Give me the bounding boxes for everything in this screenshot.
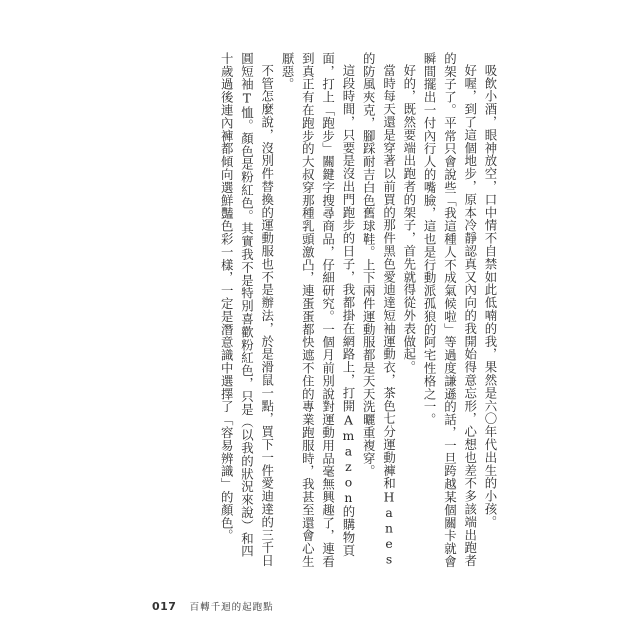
paragraph: 這段時間，只要是沒出門跑步的日子，我都掛在網路上，打開Amazon的購物頁面，打上「跑步」關鍵字搜尋商品，仔細研究。一個月前別說對運動用品毫無興趣了，連看到真正有在跑步的大叔穿那種乳頭激凸，連蛋蛋都快遮不住的專業跑服時，我甚至還會心生厭惡。	[280, 52, 356, 568]
running-title: 百轉千迴的起跑點	[189, 602, 274, 613]
paragraph: 好喔，到了這個地步，原本冷靜認真又內向的我開始得意忘形，心想也差不多該端出跑者的架子了。平常只會說些「我這種人不成氣候啦」等過度謙遜的話，一旦跨越某個關卡就會瞬間擺出一付內行人的嘴臉，這也是行動派孤狼的阿宅性格之一。	[422, 52, 478, 568]
paragraph: 吸飲小酒，眼神放空，口中情不自禁如此低喃的我，果然是六〇年代出生的小孩。	[483, 64, 498, 529]
paragraph: 好的，既然要端出跑者的架子，首先就得從外表做起。	[401, 64, 417, 374]
page-number: 017	[152, 600, 177, 613]
paragraph: 不管怎麼說，沒別件替換的運動服也不是辦法，於是滑鼠一點，買下一件愛迪達的三千日圓短袖T恤。顏色是粉紅色。其實我不是特別喜歡粉紅色，只是（以我的狀況來說）和四十歲過後連內褲都傾向選鮮豔色彩一樣，一定是潛意識中選擇了「容易辨識」的顏色。	[219, 52, 275, 568]
paragraph: 當時每天還是穿著以前買的那件黑色愛迪達短袖運動衣，茶色七分運動褲和Hanes的防風夾克，腳踩耐吉白色舊球鞋。上下兩件運動服都是天天洗曬重複穿。	[361, 52, 397, 568]
page-footer	[152, 600, 274, 614]
body-text	[140, 52, 500, 570]
